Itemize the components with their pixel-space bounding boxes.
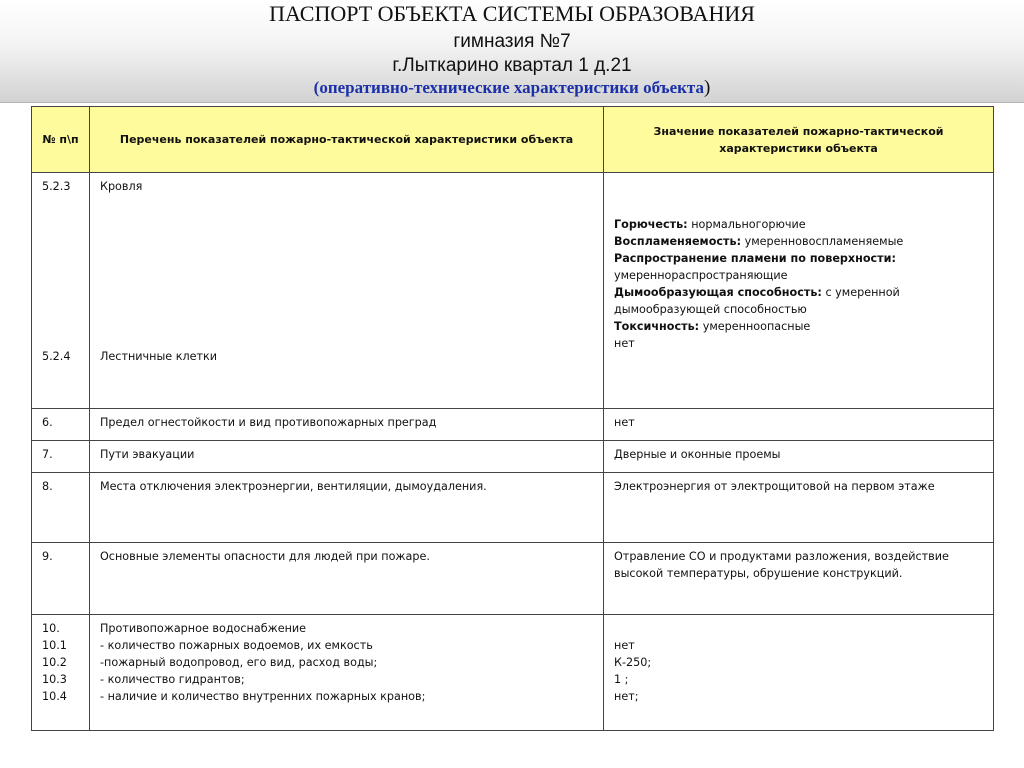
table-row <box>32 409 994 441</box>
property-line: Дымообразующая способность: с умеренной <box>614 286 900 299</box>
property-line: дымообразующей способностью <box>614 303 807 316</box>
column-header-value: Значение показателей пожарно-тактической характеристики объекта <box>604 107 994 173</box>
row-number: 10.3 <box>42 673 67 686</box>
row-number: 10.1 <box>42 639 67 652</box>
property-line: Горючесть: нормальногорючие <box>614 218 806 231</box>
row-indicator: Лестничные клетки <box>100 350 218 363</box>
row-value: К-250; <box>614 656 652 669</box>
row-number-cell <box>32 173 90 409</box>
characteristics-table <box>31 106 994 731</box>
row-number-cell <box>32 615 90 731</box>
table-row <box>32 473 994 543</box>
row-number: 10.4 <box>42 690 67 703</box>
row-value-cell <box>604 615 994 731</box>
row-value: нет; <box>614 690 639 703</box>
row-indicator: Кровля <box>100 180 143 193</box>
table-row <box>32 615 994 731</box>
row-number: 10. <box>42 622 60 635</box>
property-line: умереннораспространяющие <box>614 269 788 282</box>
row-indicator-cell <box>90 615 604 731</box>
property-line: Распространение пламени по поверхности: <box>614 252 896 265</box>
table-header-row <box>32 107 994 173</box>
subtitle-text: (оперативно-технические характеристики объекта <box>313 78 704 97</box>
subtitle <box>0 77 1024 99</box>
row-value: нет <box>614 639 635 652</box>
row-number: 9. <box>32 543 90 615</box>
row-indicator: Пути эвакуации <box>90 441 604 473</box>
property-line: Токсичность: умеренноопасные <box>614 320 811 333</box>
school-address: г.Лыткарино квартал 1 д.21 <box>392 55 632 76</box>
row-indicator: Предел огнестойкости и вид противопожарных преград <box>90 409 604 441</box>
row-indicator: - количество гидрантов; <box>100 673 245 686</box>
row-indicator: - количество пожарных водоемов, их емкость <box>100 639 373 652</box>
row-value: Отравление СО и продуктами разложения, воздействие высокой температуры, обрушение конструкций. <box>604 543 994 615</box>
row-number: 5.2.4 <box>42 350 71 363</box>
table-row <box>32 173 994 409</box>
row-indicator: Основные элементы опасности для людей при пожаре. <box>90 543 604 615</box>
row-number: 5.2.3 <box>42 180 71 193</box>
row-value: Дверные и оконные проемы <box>604 441 994 473</box>
row-number: 7. <box>32 441 90 473</box>
column-header-number: № п\п <box>32 107 90 173</box>
page-title: ПАСПОРТ ОБЪЕКТА СИСТЕМЫ ОБРАЗОВАНИЯ <box>269 1 755 26</box>
slide-header <box>0 0 1024 103</box>
row-indicator: Противопожарное водоснабжение <box>100 622 307 635</box>
row-indicator: - наличие и количество внутренних пожарных кранов; <box>100 690 426 703</box>
row-indicator: Места отключения электроэнергии, вентиляции, дымоудаления. <box>90 473 604 543</box>
table-row <box>32 543 994 615</box>
row-value: 1 ; <box>614 673 629 686</box>
column-header-indicator: Перечень показателей пожарно-тактической характеристики объекта <box>90 107 604 173</box>
row-number: 6. <box>32 409 90 441</box>
property-line: Воспламеняемость: умеренновоспламеняемые <box>614 235 904 248</box>
row-number: 10.2 <box>42 656 67 669</box>
row-number: 8. <box>32 473 90 543</box>
row-value: Электроэнергия от электрощитовой на первом этаже <box>604 473 994 543</box>
school-name: гимназия №7 <box>453 31 571 52</box>
property-line: нет <box>614 337 635 350</box>
row-indicator: -пожарный водопровод, его вид, расход воды; <box>100 656 378 669</box>
table-row <box>32 441 994 473</box>
row-value-cell <box>604 173 994 409</box>
row-value: нет <box>604 409 994 441</box>
subtitle-close-paren: ) <box>703 77 711 98</box>
row-indicator-cell <box>90 173 604 409</box>
